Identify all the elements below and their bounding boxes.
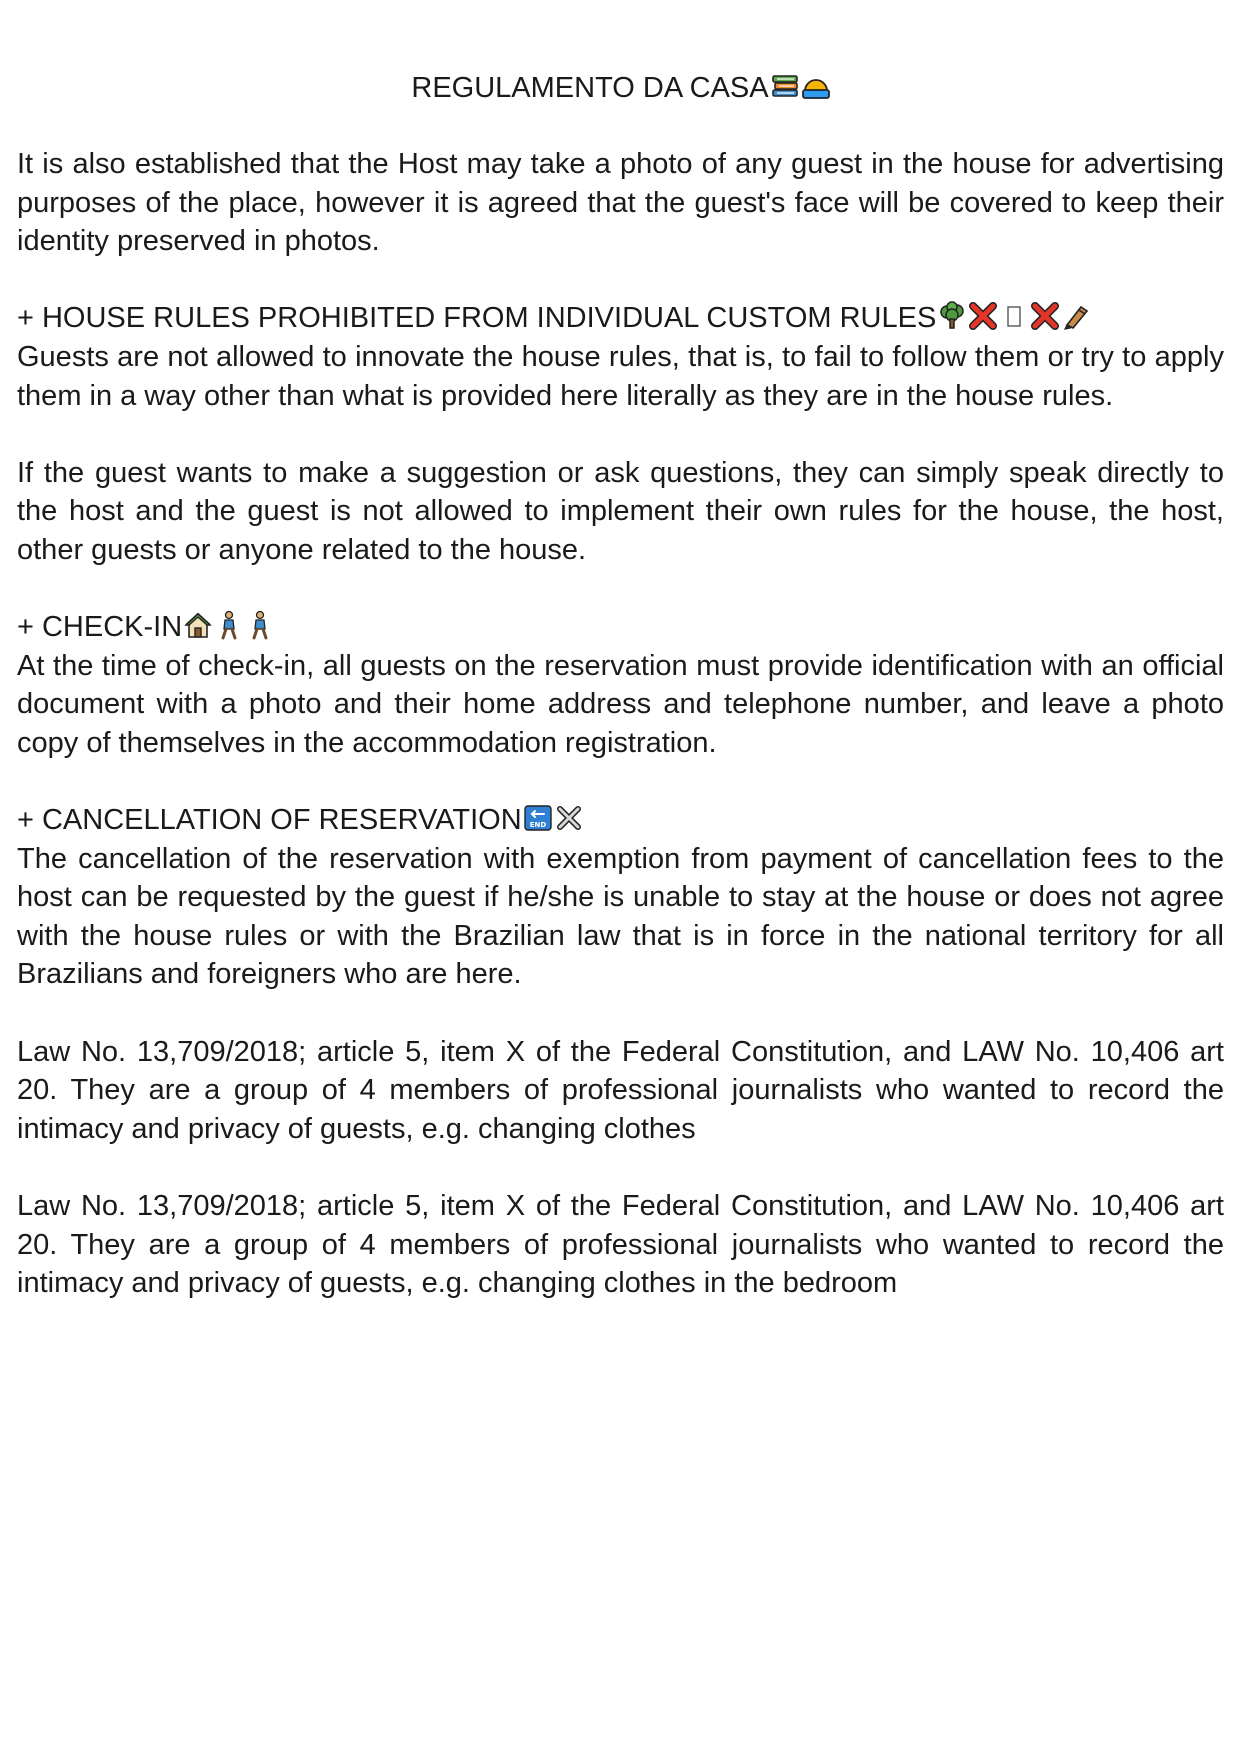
end-arrow-icon: [523, 803, 553, 833]
paragraph-suggestions: If the guest wants to make a suggestion or ask questions, they can simply speak directly to the host and the guest is not allowed to implement their own rules for the house, the host, other guests or anyone related to the house.: [17, 456, 1224, 566]
document-title: REGULAMENTO DA CASA: [411, 72, 769, 104]
cancellation-heading: + CANCELLATION OF RESERVATION: [17, 804, 522, 837]
section-cancellation: [17, 801, 1224, 994]
cross-mark-icon: [1030, 301, 1060, 331]
books-icon: [770, 71, 800, 101]
check-in-heading: + CHECK-IN: [17, 611, 183, 644]
cross-mark-icon: [968, 301, 998, 331]
person-walking-icon: [214, 610, 244, 640]
paragraph-photo-policy: It is also established that the Host may take a photo of any guest in the house for advertising purposes of the place, however it is agreed that the guest's face will be covered to keep their identity preserved in photos.: [17, 148, 1224, 258]
document-title-row: [0, 68, 1242, 108]
section-house-rules: [17, 299, 1224, 415]
heavy-multiplication-icon: [554, 803, 584, 833]
section-check-in: [17, 608, 1224, 762]
paragraph-no-innovation: Guests are not allowed to innovate the house rules, that is, to fail to follow them or try to apply them in a way other than what is provided here literally as they are in the house rules.: [17, 340, 1224, 412]
cancellation-heading-row: [17, 801, 1224, 840]
paragraph-law-2: Law No. 13,709/2018; article 5, item X of the Federal Constitution, and LAW No. 10,406 art 20. They are a group of 4 members of professional journalists who wanted to record the intimacy and privacy of guests, e.g. changing clothes in the bedroom: [17, 1190, 1224, 1300]
house-rules-heading: + HOUSE RULES PROHIBITED FROM INDIVIDUAL CUSTOM RULES: [17, 302, 937, 335]
end-label: END: [529, 821, 546, 830]
tree-icon: [937, 301, 967, 331]
house-icon: [183, 610, 213, 640]
paragraph-law-1: Law No. 13,709/2018; article 5, item X of the Federal Constitution, and LAW No. 10,406 art 20. They are a group of 4 members of professional journalists who wanted to record the intimacy and privacy of guests, e.g. changing clothes: [17, 1035, 1224, 1145]
check-in-heading-row: [17, 608, 1224, 647]
paragraph-check-in: At the time of check-in, all guests on the reservation must provide identification with an official document with a photo and their home address and telephone number, and leave a photo copy of themselves in the accommodation registration.: [17, 649, 1224, 759]
person-walking-icon: [245, 610, 275, 640]
sunset-icon: [801, 71, 831, 101]
document-body: [17, 145, 1224, 1341]
house-rules-heading-row: [17, 299, 1224, 338]
paragraph-cancellation: The cancellation of the reservation with exemption from payment of cancellation fees to the host can be requested by the guest if he/she is unable to stay at the house or does not agree with the house rules or with the Brazilian law that is in force in the national territory for all Brazilians and foreigners who are here.: [17, 842, 1224, 991]
pen-icon: [1061, 301, 1091, 331]
missing-glyph-icon: [999, 301, 1029, 331]
